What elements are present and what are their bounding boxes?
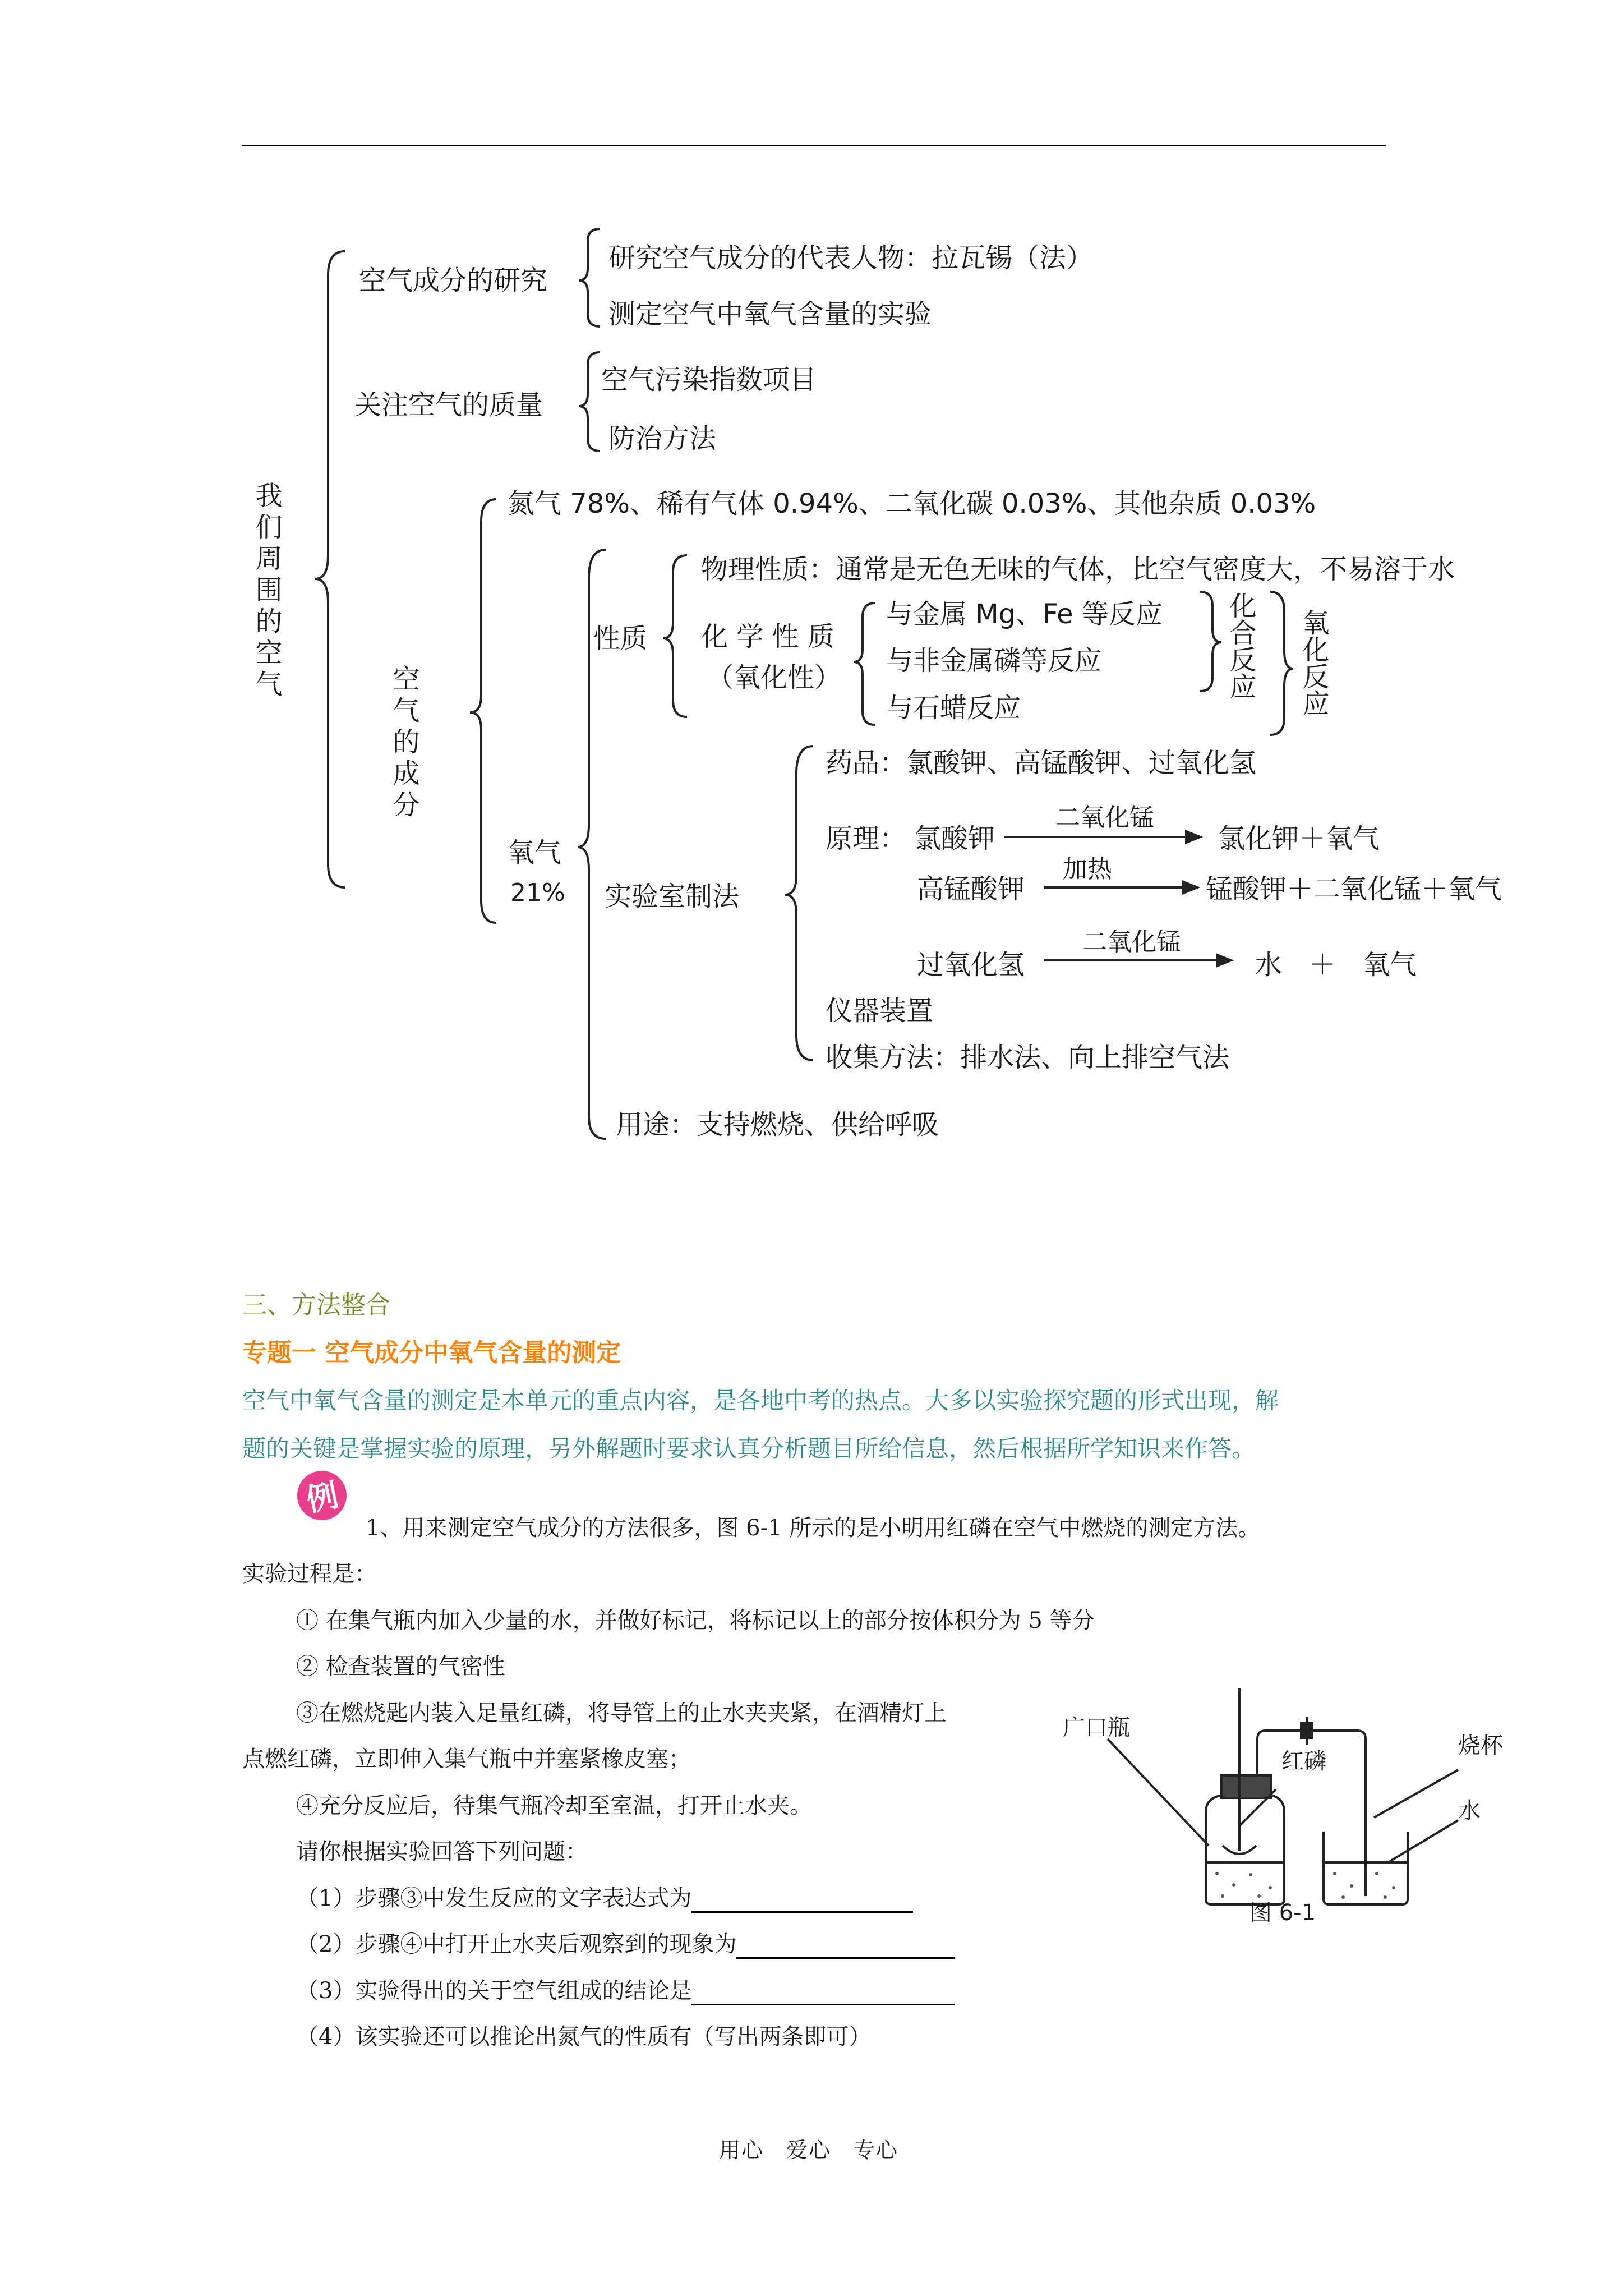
oxygen-label: 氧气 <box>508 837 562 868</box>
branch2-item-2: 防治方法 <box>608 423 717 454</box>
label-water: 水 <box>1458 1798 1481 1824</box>
example-badge <box>293 1466 351 1525</box>
example-badge-text: 例 <box>303 1476 342 1520</box>
combination-reaction-label: 化合反应 <box>1225 592 1256 700</box>
answer-blank-3[interactable] <box>691 1981 955 2005</box>
reaction-3: 与石蜡反应 <box>886 692 1021 724</box>
step-3b: 点燃红磷，立即伸入集气瓶中并塞紧橡皮塞； <box>242 1746 691 1772</box>
reaction-1: 与金属 Mg、Fe 等反应 <box>886 599 1163 630</box>
branch2-item-1: 空气污染指数项目 <box>601 364 817 395</box>
label-beaker: 烧杯 <box>1458 1733 1503 1759</box>
step-2: ② 检查装置的气密性 <box>296 1654 505 1680</box>
question-2 <box>296 1930 955 1959</box>
figure-caption: 图 6-1 <box>1249 1900 1316 1926</box>
principle-label: 原理： <box>826 823 907 854</box>
collection-method: 收集方法：排水法、向上排空气法 <box>826 1042 1230 1073</box>
reaction-2: 与非金属磷等反应 <box>886 645 1102 677</box>
question-1 <box>296 1884 913 1913</box>
lab-prep-label: 实验室制法 <box>605 881 740 912</box>
apparatus: 仪器装置 <box>826 995 934 1027</box>
chemical-property-label: 化 学 性 质 <box>701 621 834 652</box>
answer-blank-2[interactable] <box>736 1935 955 1959</box>
air-composition: 氮气 78%、稀有气体 0.94%、二氧化碳 0.03%、其他杂质 0.03% <box>508 488 1316 519</box>
step-1: ① 在集气瓶内加入少量的水，并做好标记，将标记以上的部分按体积分为 5 等分 <box>296 1608 1095 1634</box>
r3-left: 过氧化氢 <box>917 949 1025 981</box>
branch1-item-1: 研究空气成分的代表人物：拉瓦锡（法） <box>608 242 1094 274</box>
r1-cond: 二氧化锰 <box>1055 803 1154 832</box>
oxygen-percent: 21% <box>510 878 565 907</box>
intro-line-2: 题的关键是掌握实验的原理，另外解题时要求认真分析题目所给信息，然后根据所学知识来作答。 <box>242 1435 1256 1462</box>
branch3-label: 空气的成分 <box>388 665 419 822</box>
intro-line-1: 空气中氧气含量的测定是本单元的重点内容，是各地中考的热点。大多以实验探究题的形式出现，解 <box>242 1387 1279 1414</box>
chemical-property-sub: （氧化性） <box>707 662 842 693</box>
r2-left: 高锰酸钾 <box>917 873 1025 905</box>
mindmap-root: 我们周围的空气 <box>251 481 282 701</box>
ask-text: 请你根据实验回答下列问题： <box>296 1839 588 1865</box>
branch1-label: 空气成分的研究 <box>359 265 548 296</box>
question-2-text: （2）步骤④中打开止水夹后观察到的现象为 <box>296 1931 737 1957</box>
question-1-text: （1）步骤③中发生反应的文字表达式为 <box>296 1885 692 1911</box>
oxidation-reaction-label: 氧化反应 <box>1298 609 1329 716</box>
answer-blank-1[interactable] <box>691 1889 913 1913</box>
properties-label: 性质 <box>593 623 648 654</box>
branch2-label: 关注空气的质量 <box>354 389 543 421</box>
branch1-item-2: 测定空气中氧气含量的实验 <box>608 298 932 330</box>
question-4: （4）该实验还可以推论出氮气的性质有（写出两条即可） <box>296 2024 872 2050</box>
r3-cond: 二氧化锰 <box>1082 928 1181 956</box>
step-3a: ③在燃烧匙内装入足量红磷，将导管上的止水夹夹紧，在酒精灯上 <box>296 1700 947 1726</box>
question-line-2: 实验过程是： <box>242 1561 377 1587</box>
question-3 <box>296 1976 955 2005</box>
r2-right: 锰酸钾＋二氧化锰＋氧气 <box>1206 873 1502 905</box>
step-4: ④充分反应后，待集气瓶冷却至室温，打开止水夹。 <box>296 1793 812 1819</box>
r1-right: 氯化钾＋氧气 <box>1218 823 1380 854</box>
page-footer: 用心 爱心 专心 <box>719 2138 899 2162</box>
question-3-text: （3）实验得出的关于空气组成的结论是 <box>296 1978 692 2004</box>
r2-cond: 加热 <box>1063 855 1112 884</box>
topic-title: 专题一 空气成分中氧气含量的测定 <box>242 1338 621 1367</box>
oxygen-use: 用途：支持燃烧、供给呼吸 <box>616 1109 939 1140</box>
physical-property: 物理性质：通常是无色无味的气体，比空气密度大，不易溶于水 <box>701 554 1455 585</box>
label-phosphorus: 红磷 <box>1281 1749 1326 1774</box>
section-title: 三、方法整合 <box>242 1291 390 1319</box>
r1-left: 氯酸钾 <box>914 823 995 854</box>
question-line-1: 1、用来测定空气成分的方法很多，图 6-1 所示的是小明用红磷在空气中燃烧的测定方法。 <box>366 1515 1261 1541</box>
r3-right: 水 ＋ 氧气 <box>1255 949 1417 981</box>
lab-drugs: 药品：氯酸钾、高锰酸钾、过氧化氢 <box>826 747 1257 779</box>
label-bottle: 广口瓶 <box>1063 1715 1130 1741</box>
